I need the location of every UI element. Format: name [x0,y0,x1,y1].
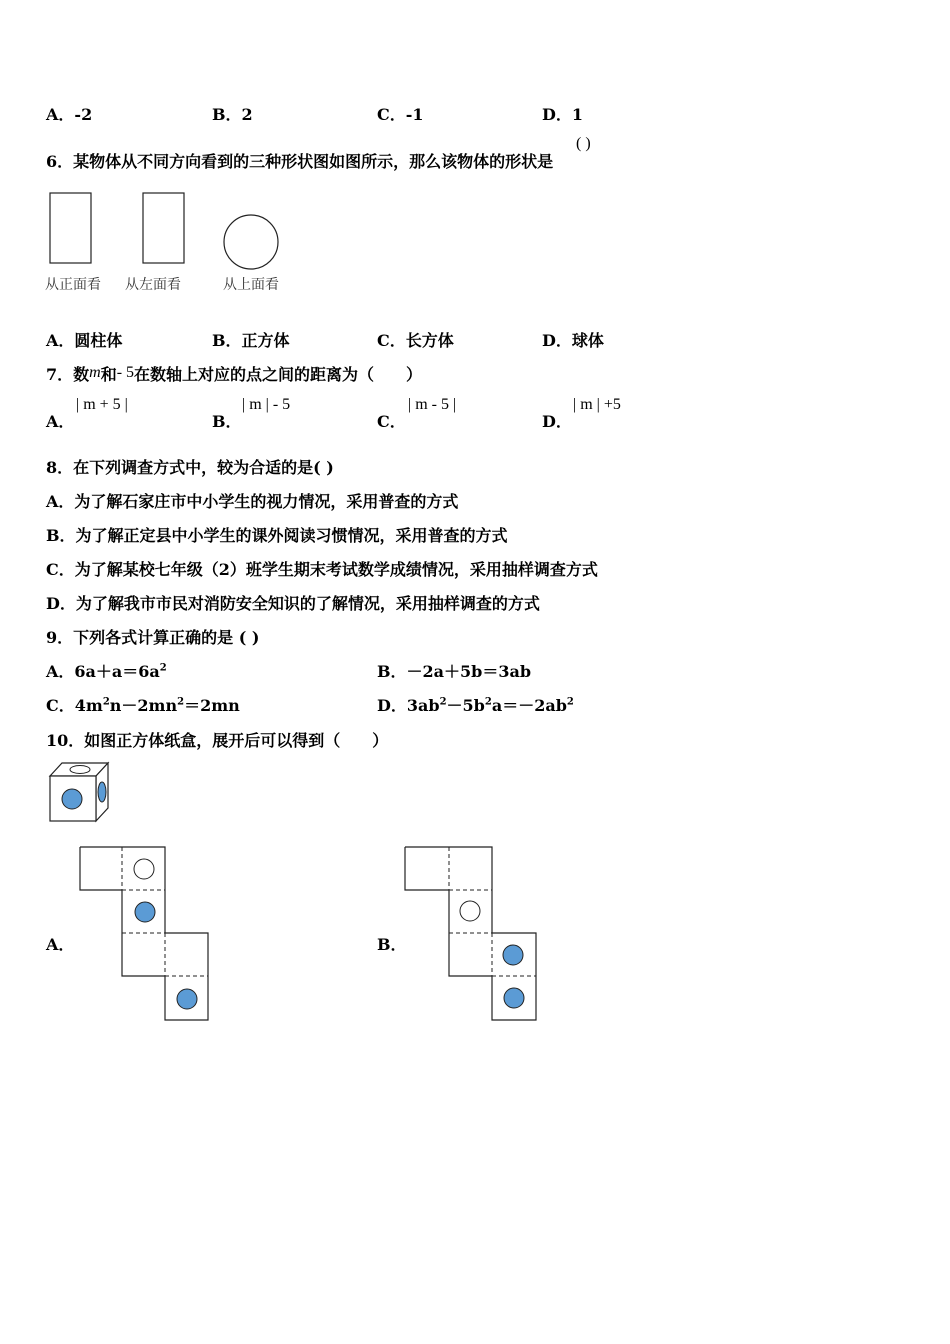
net-b-filled-circle-1 [503,945,523,965]
q10-stem: 10．如图正方体纸盒，展开后可以得到（ ） [46,731,389,750]
q10-option-a[interactable]: A． [46,935,75,954]
q6-option-d[interactable]: D．球体 [542,331,604,350]
q6-option-a[interactable]: A．圆柱体 [46,331,123,350]
q5-option-c[interactable]: C．-1 [377,105,424,124]
q5-option-d[interactable]: D．1 [542,105,584,124]
q6-stem: 6．某物体从不同方向看到的三种形状图如图所示，那么该物体的形状是 [46,152,554,171]
q7-option-a-expr: | m + 5 | [76,396,128,413]
q6-option-c[interactable]: C．长方体 [377,331,454,350]
q6-caption-left: 从左面看 [125,277,181,293]
q7-option-c[interactable]: C． [377,412,406,431]
q9-stem: 9．下列各式计算正确的是 ( ) [46,628,260,647]
q7-option-d[interactable]: D． [542,412,572,431]
q9-option-c[interactable]: C．$4m^2n-2mn^2=2mn$ [46,696,240,715]
q8-option-c[interactable]: C．为了解某校七年级（2）班学生期末考试数学成绩情况，采用抽样调查方式 [46,560,598,579]
q6-caption-front: 从正面看 [45,277,101,293]
q5-option-b[interactable]: B．2 [212,105,253,124]
q6-paren: ( ) [576,135,591,152]
q8-stem: 8．在下列调查方式中，较为合适的是( ) [46,458,334,477]
net-b-empty-circle [460,901,480,921]
q7-stem: 7．数m和- 5在数轴上对应的点之间的距离为（ ） [46,364,423,384]
q7-option-a[interactable]: A． [46,412,75,431]
q9-option-a[interactable]: A．$6a+a=6a^2$ [46,662,167,681]
q10-option-b[interactable]: B． [377,935,407,954]
net-b-filled-circle-2 [504,988,524,1008]
q9-option-d[interactable]: D．$3ab^2-5b^2a=-2ab^2$ [377,696,574,715]
q7-option-b[interactable]: B． [212,412,242,431]
q6-option-b[interactable]: B．正方体 [212,331,290,350]
q7-option-b-expr: | m | - 5 [242,396,291,413]
q8-option-a[interactable]: A．为了解石家庄市中小学生的视力情况，采用普查的方式 [46,492,459,511]
q5-option-a[interactable]: A．-2 [46,105,93,124]
q8-option-d[interactable]: D．为了解我市市民对消防安全知识的了解情况，采用抽样调查的方式 [46,594,540,613]
q8-option-b[interactable]: B．为了解正定县中小学生的课外阅读习惯情况，采用普查的方式 [46,526,508,545]
q7-option-c-expr: | m - 5 | [408,396,457,413]
q9-option-b[interactable]: B．－2a＋5b＝3ab [377,662,532,681]
q7-option-d-expr: | m | +5 [573,396,621,413]
q6-caption-top: 从上面看 [223,277,279,293]
